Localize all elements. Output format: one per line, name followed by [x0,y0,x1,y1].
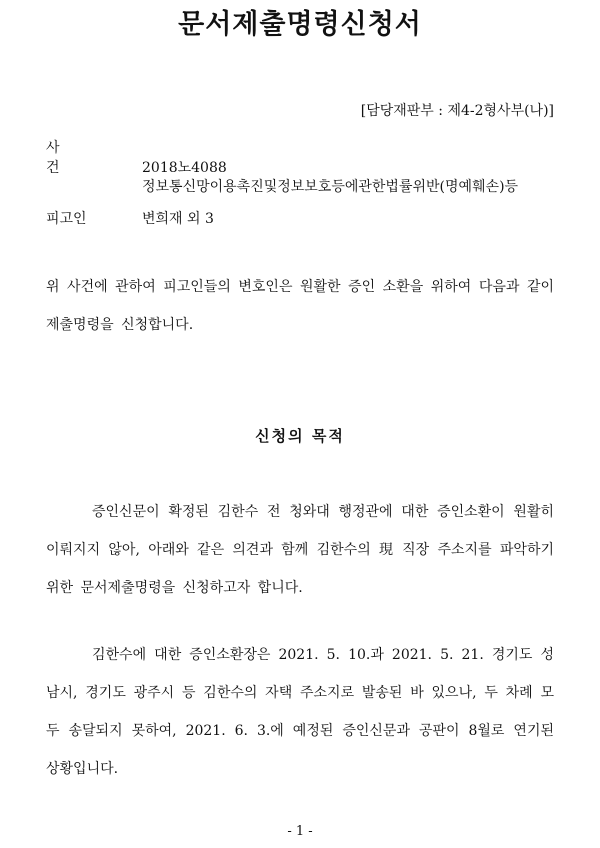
defendant-value: 변희재 외 3 [142,211,214,227]
court-division: [담당재판부 : 제4-2형사부(나)] [360,103,554,119]
case-label: 사 건 [46,140,82,176]
case-row [46,137,227,177]
page-number: - 1 - [287,824,313,839]
case-number: 2018노4088 [142,160,227,176]
defendant-label: 피고인 [46,211,87,227]
defendant-row [46,208,214,228]
purpose-paragraph-1: 증인신문이 확정된 김한수 전 청와대 행정관에 대한 증인소환이 원활히 이뤄지지 않아, 아래와 같은 의견과 함께 김한수의 現 직장 주소지를 파악하기 위한 문서제출명령을 신청하고자 합니다. [46,504,554,596]
case-name: 정보통신망이용촉진및정보보호등에관한법률위반(명예훼손)등 [142,179,519,195]
intro-paragraph: 위 사건에 관하여 피고인들의 변호인은 원활한 증인 소환을 위하여 다음과 같이 제출명령을 신청합니다. [46,279,554,333]
section-heading: 신청의 목적 [255,427,345,445]
document-title: 문서제출명령신청서 [178,9,422,40]
purpose-paragraph-2: 김한수에 대한 증인소환장은 2021. 5. 10.과 2021. 5. 21. 경기도 성남시, 경기도 광주시 등 김한수의 자택 주소지로 발송된 바 있으나, 두 차례 모두 송달되지 못하여, 2021. 6. 3.에 예정된 증인신문과 공판이 8월로 연기된 상황입니다. [46,647,554,777]
